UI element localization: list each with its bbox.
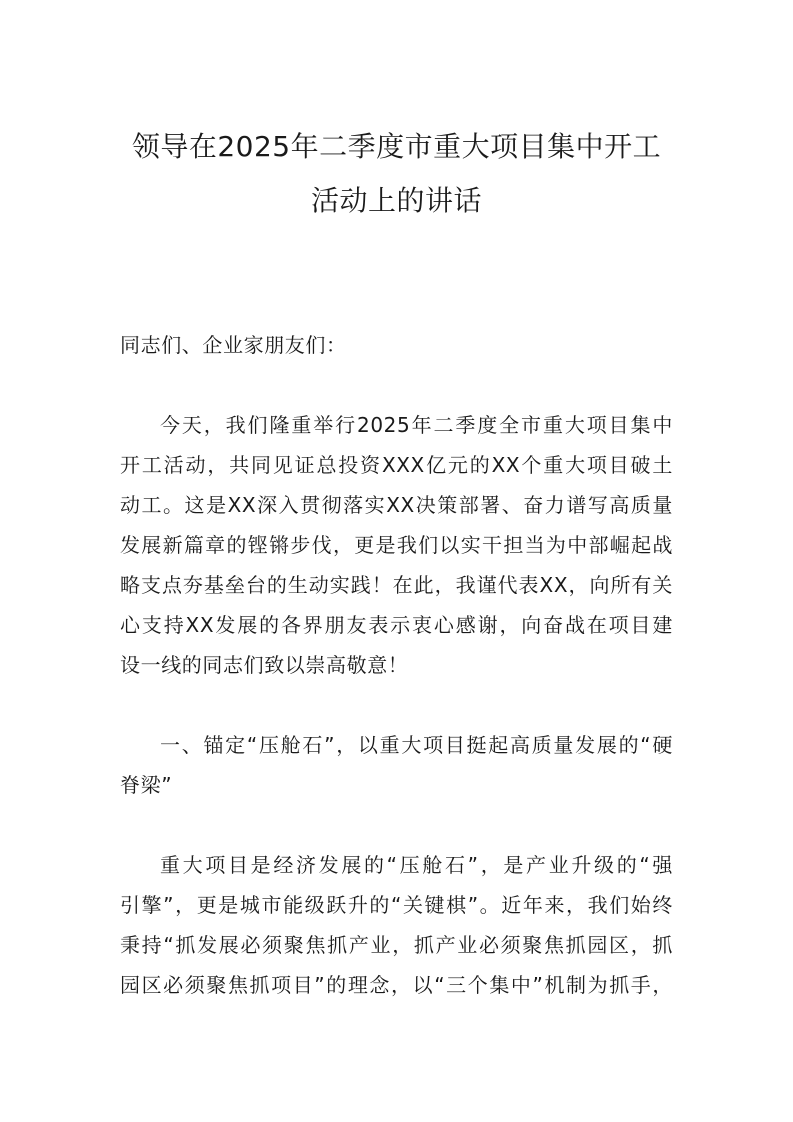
paragraph-line: 略支点夯基垒台的生动实践！在此，我谨代表XX，向所有关 [120,573,673,597]
document-title [100,120,693,228]
heading-line: 一、锚定“压舱石”，以重大项目挺起高质量发展的“硬 [160,733,673,757]
paragraph-line: 设一线的同志们致以崇高敬意！ [120,653,409,677]
paragraph-section-1 [120,845,673,1005]
paragraph-line: 今天，我们隆重举行2025年二季度全市重大项目集中 [160,413,673,437]
paragraph-gap [120,685,673,725]
title-line-1: 领导在2025年二季度市重大项目集中开工 [131,130,662,163]
salutation: 同志们、企业家朋友们： [120,333,347,357]
document-body [120,325,673,1005]
paragraph-line: 园区必须聚焦抓项目”的理念，以“三个集中”机制为抓手， [120,973,673,997]
paragraph-line: 发展新篇章的铿锵步伐，更是我们以实干担当为中部崛起战 [120,533,673,557]
paragraph-line: 开工活动，共同见证总投资XXX亿元的XX个重大项目破土 [120,453,673,477]
section-heading-1 [120,725,673,805]
paragraph-line: 重大项目是经济发展的“压舱石”，是产业升级的“强 [160,853,673,877]
paragraph-gap [120,805,673,845]
paragraph-line: 动工。这是XX深入贯彻落实XX决策部署、奋力谱写高质量 [120,493,673,517]
paragraph-opening [120,405,673,685]
paragraph-line: 秉持“抓发展必须聚焦抓产业，抓产业必须聚焦抓园区，抓 [120,933,673,957]
title-line-2: 活动上的讲话 [310,184,482,217]
paragraph-gap [120,365,673,405]
heading-line: 脊梁” [120,773,173,797]
paragraph-line: 引擎”，更是城市能级跃升的“关键棋”。近年来，我们始终 [120,893,673,917]
paragraph-line: 心支持XX发展的各界朋友表示衷心感谢，向奋战在项目建 [120,613,673,637]
